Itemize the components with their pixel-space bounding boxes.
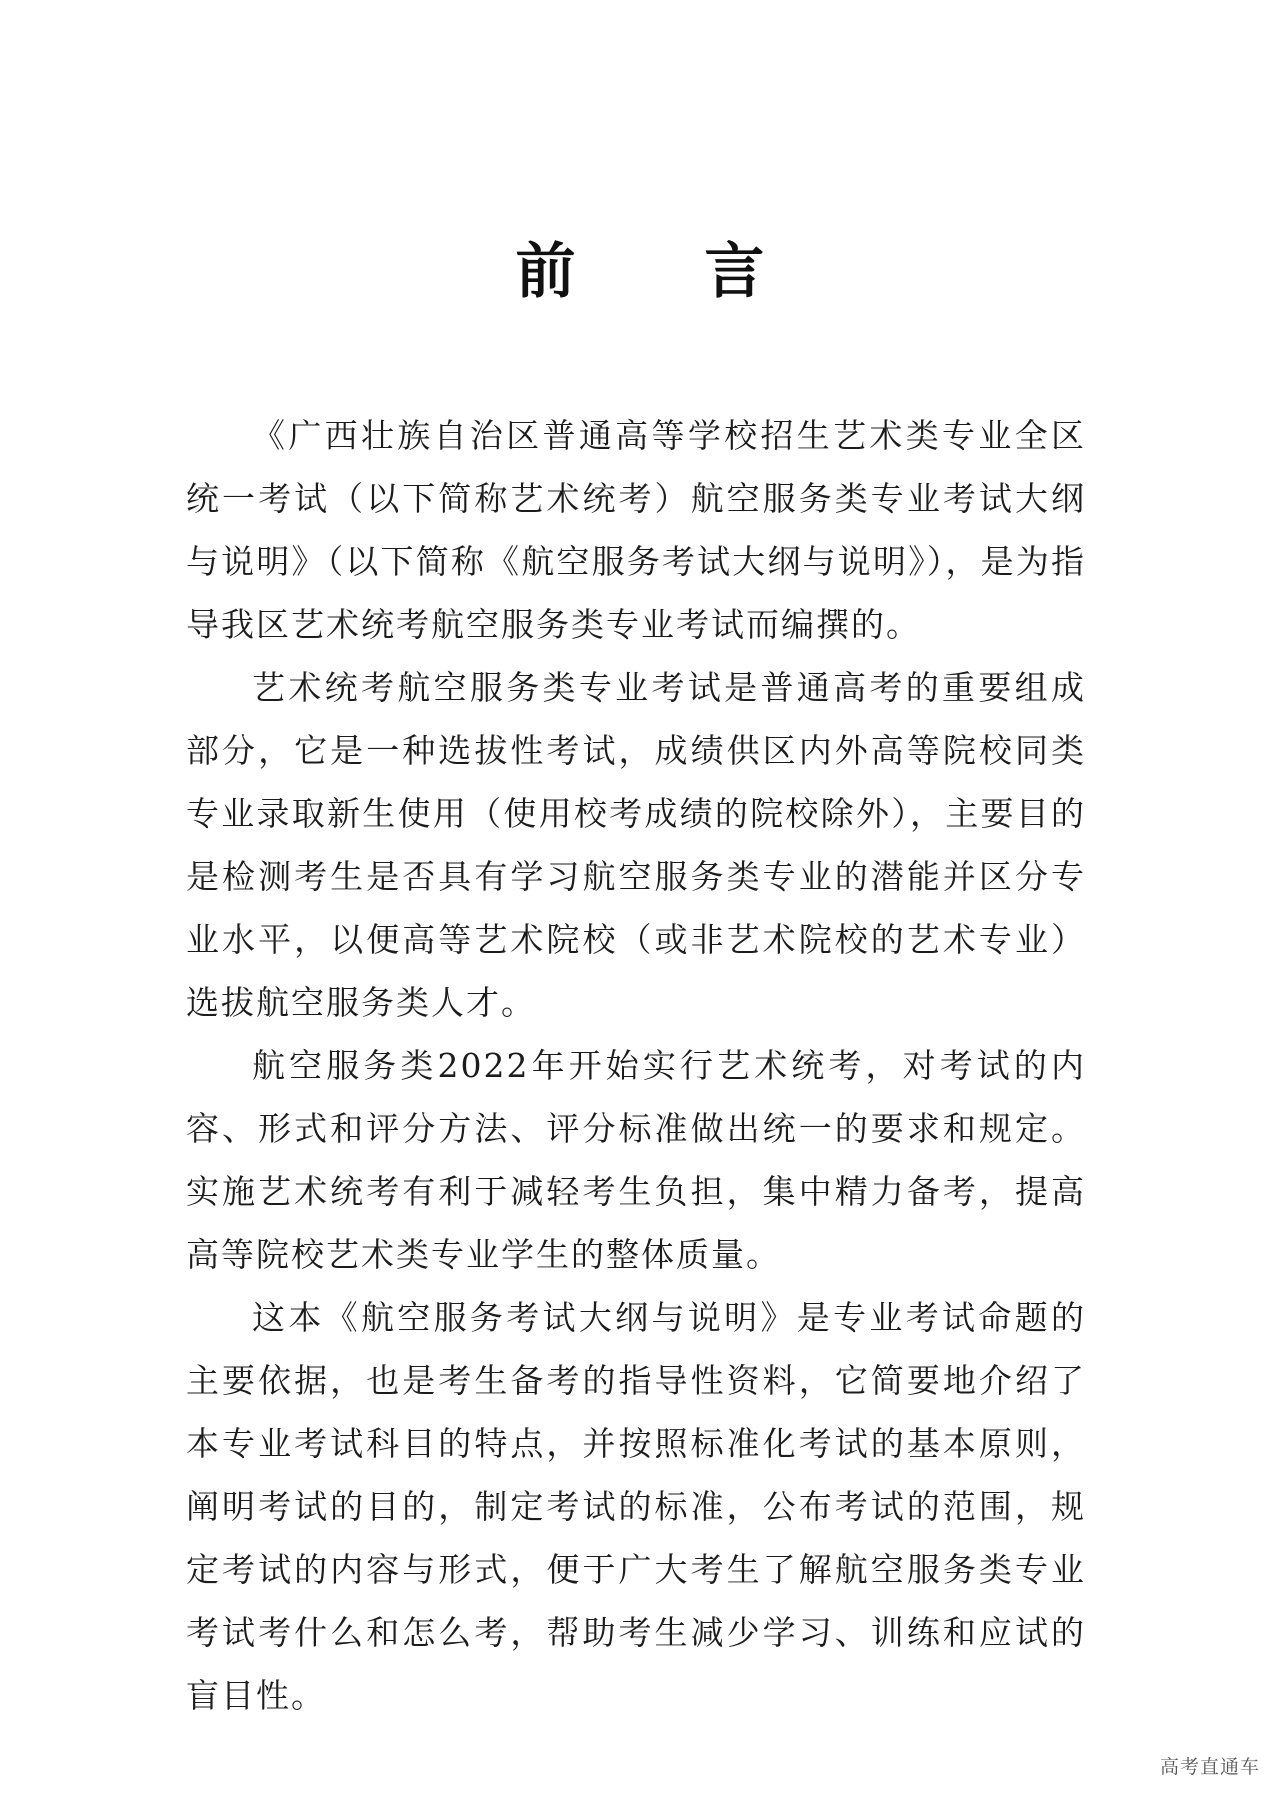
source-watermark: 高考直通车 [1159,1756,1260,1778]
paragraph-1: 《广西壮族自治区普通高等学校招生艺术类专业全区统一考试（以下简称艺术统考）航空服务类专业考试大纲与说明》（以下简称《航空服务考试大纲与说明》），是为指导我区艺术统考航空服务类专业考试而编撰的。 [186,416,1086,644]
paragraph-3: 航空服务类2022年开始实行艺术统考，对考试的内容、形式和评分方法、评分标准做出统一的要求和规定。实施艺术统考有利于减轻考生负担，集中精力备考，提高高等院校艺术类专业学生的整体质量。 [186,1046,1086,1274]
paragraph-2: 艺术统考航空服务类专业考试是普通高考的重要组成部分，它是一种选拔性考试，成绩供区内外高等院校同类专业录取新生使用（使用校考成绩的院校除外），主要目的是检测考生是否具有学习航空服务类专业的潜能并区分专业水平，以便高等艺术院校（或非艺术院校的艺术专业）选拔航空服务类人才。 [186,668,1086,1022]
preface-body [186,404,1086,1727]
page-title: 前 言 [515,237,819,307]
paragraph-4: 这本《航空服务考试大纲与说明》是专业考试命题的主要依据，也是考生备考的指导性资料，它简要地介绍了本专业考试科目的特点，并按照标准化考试的基本原则，阐明考试的目的，制定考试的标准，公布考试的范围，规定考试的内容与形式，便于广大考生了解航空服务类专业考试考什么和怎么考，帮助考生减少学习、训练和应试的盲目性。 [186,1298,1086,1715]
